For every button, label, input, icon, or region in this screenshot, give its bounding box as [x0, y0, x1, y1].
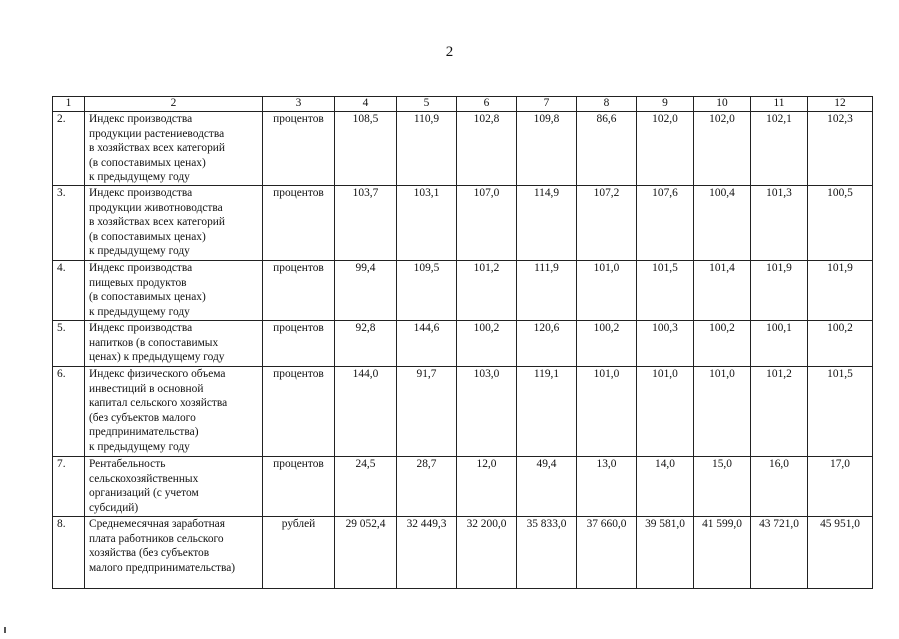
indicator-name-line: организаций (с учетом	[89, 487, 199, 500]
value-cell: 101,2	[751, 366, 808, 456]
value-cell: 43 721,0	[751, 516, 808, 588]
indicator-name-line: в хозяйствах всех категорий	[89, 142, 225, 155]
value-cell: 101,0	[637, 366, 694, 456]
value-cell: 103,7	[335, 185, 397, 260]
indicator-name	[85, 456, 263, 516]
column-number: 12	[808, 97, 873, 112]
indicator-name	[85, 185, 263, 260]
value-cell: 17,0	[808, 456, 873, 516]
indicator-name-line: Индекс физического объема	[89, 367, 226, 380]
row-index: 5.	[53, 320, 85, 366]
value-cell: 101,9	[808, 260, 873, 320]
column-number: 8	[577, 97, 637, 112]
indicator-name-line: Индекс производства	[89, 321, 193, 334]
indicator-name-line: пищевых продуктов	[89, 276, 187, 289]
column-number: 11	[751, 97, 808, 112]
table-header-row	[53, 97, 873, 112]
table-row	[53, 112, 873, 186]
value-cell: 32 200,0	[457, 516, 517, 588]
value-cell: 86,6	[577, 112, 637, 186]
value-cell: 103,1	[397, 185, 457, 260]
unit-of-measure: рублей	[263, 516, 335, 588]
value-cell: 35 833,0	[517, 516, 577, 588]
indicator-name-line: к предыдущему году	[89, 245, 190, 258]
value-cell: 100,2	[577, 320, 637, 366]
row-index: 8.	[53, 516, 85, 588]
unit-of-measure: процентов	[263, 260, 335, 320]
value-cell: 102,0	[694, 112, 751, 186]
value-cell: 100,5	[808, 185, 873, 260]
value-cell: 144,0	[335, 366, 397, 456]
indicator-name-line: предпринимательства)	[89, 426, 199, 439]
value-cell: 39 581,0	[637, 516, 694, 588]
page-number: 2	[445, 44, 454, 60]
indicator-name-line: продукции растениеводства	[89, 127, 225, 140]
column-number: 9	[637, 97, 694, 112]
value-cell: 12,0	[457, 456, 517, 516]
value-cell: 101,0	[577, 260, 637, 320]
indicator-name-line: к предыдущему году	[89, 171, 190, 184]
value-cell: 14,0	[637, 456, 694, 516]
indicator-name-line: (в сопоставимых ценах)	[89, 291, 206, 304]
value-cell: 100,4	[694, 185, 751, 260]
value-cell: 100,3	[637, 320, 694, 366]
value-cell: 100,2	[694, 320, 751, 366]
value-cell: 29 052,4	[335, 516, 397, 588]
indicator-name-line: Индекс производства	[89, 113, 193, 125]
indicator-name-line: Среднемесячная заработная	[89, 517, 225, 530]
unit-of-measure: процентов	[263, 456, 335, 516]
row-index: 6.	[53, 366, 85, 456]
value-cell: 41 599,0	[694, 516, 751, 588]
value-cell: 28,7	[397, 456, 457, 516]
indicator-name	[85, 516, 263, 588]
unit-of-measure: процентов	[263, 112, 335, 186]
value-cell: 101,2	[457, 260, 517, 320]
value-cell: 32 449,3	[397, 516, 457, 588]
value-cell: 16,0	[751, 456, 808, 516]
indicator-name-line: (в сопоставимых ценах)	[89, 156, 206, 169]
table-row	[53, 516, 873, 588]
indicator-name	[85, 320, 263, 366]
column-number: 3	[263, 97, 335, 112]
value-cell: 101,5	[637, 260, 694, 320]
table-row	[53, 320, 873, 366]
value-cell: 144,6	[397, 320, 457, 366]
indicator-name-line: к предыдущему году	[89, 305, 190, 318]
value-cell: 114,9	[517, 185, 577, 260]
indicator-name-line: Рентабельность	[89, 457, 166, 470]
row-index: 3.	[53, 185, 85, 260]
value-cell: 13,0	[577, 456, 637, 516]
unit-of-measure: процентов	[263, 185, 335, 260]
value-cell: 107,6	[637, 185, 694, 260]
value-cell: 102,1	[751, 112, 808, 186]
indicator-name-line: Индекс производства	[89, 186, 193, 199]
value-cell: 99,4	[335, 260, 397, 320]
indicator-name-line: ценах) к предыдущему году	[89, 351, 225, 364]
value-cell: 49,4	[517, 456, 577, 516]
indicator-name-line: хозяйства (без субъектов	[89, 547, 210, 560]
value-cell: 101,0	[577, 366, 637, 456]
value-cell: 107,2	[577, 185, 637, 260]
value-cell: 120,6	[517, 320, 577, 366]
value-cell: 45 951,0	[808, 516, 873, 588]
table-row	[53, 366, 873, 456]
value-cell: 15,0	[694, 456, 751, 516]
value-cell: 102,8	[457, 112, 517, 186]
value-cell: 108,5	[335, 112, 397, 186]
indicator-name-line: субсидий)	[89, 501, 139, 514]
row-index: 2.	[53, 112, 85, 186]
indicator-name-line: в хозяйствах всех категорий	[89, 216, 225, 229]
value-cell: 119,1	[517, 366, 577, 456]
indicator-name-line: малого предпринимательства)	[89, 561, 236, 574]
indicator-name-line: плата работников сельского	[89, 532, 224, 545]
indicator-name	[85, 260, 263, 320]
indicator-name-line: сельскохозяйственных	[89, 472, 199, 485]
indicator-name-line: (в сопоставимых ценах)	[89, 230, 206, 243]
value-cell: 100,2	[457, 320, 517, 366]
value-cell: 111,9	[517, 260, 577, 320]
row-index: 4.	[53, 260, 85, 320]
value-cell: 107,0	[457, 185, 517, 260]
indicator-name-line: продукции животноводства	[89, 201, 223, 214]
value-cell: 100,2	[808, 320, 873, 366]
indicator-name-line: напитков (в сопоставимых	[89, 336, 219, 349]
column-number: 2	[85, 97, 263, 112]
indicator-name	[85, 112, 263, 186]
column-number: 6	[457, 97, 517, 112]
indicator-name-line: (без субъектов малого	[89, 411, 196, 424]
unit-of-measure: процентов	[263, 366, 335, 456]
value-cell: 101,5	[808, 366, 873, 456]
column-number: 7	[517, 97, 577, 112]
value-cell: 109,5	[397, 260, 457, 320]
value-cell: 102,3	[808, 112, 873, 186]
unit-of-measure: процентов	[263, 320, 335, 366]
scan-artifact-mark	[4, 627, 6, 633]
indicator-name-line: Индекс производства	[89, 261, 193, 274]
table-row	[53, 260, 873, 320]
value-cell: 101,4	[694, 260, 751, 320]
indicator-name-line: капитал сельского хозяйства	[89, 397, 228, 410]
table-row	[53, 185, 873, 260]
value-cell: 92,8	[335, 320, 397, 366]
value-cell: 100,1	[751, 320, 808, 366]
column-number: 10	[694, 97, 751, 112]
row-index: 7.	[53, 456, 85, 516]
value-cell: 102,0	[637, 112, 694, 186]
value-cell: 37 660,0	[577, 516, 637, 588]
indicator-name	[85, 366, 263, 456]
value-cell: 103,0	[457, 366, 517, 456]
value-cell: 101,0	[694, 366, 751, 456]
indicator-name-line: инвестиций в основной	[89, 382, 204, 395]
value-cell: 110,9	[397, 112, 457, 186]
table-row	[53, 456, 873, 516]
value-cell: 91,7	[397, 366, 457, 456]
value-cell: 109,8	[517, 112, 577, 186]
indicators-table	[52, 96, 873, 589]
indicator-name-line: к предыдущему году	[89, 440, 190, 453]
column-number: 4	[335, 97, 397, 112]
value-cell: 101,3	[751, 185, 808, 260]
value-cell: 24,5	[335, 456, 397, 516]
column-number: 1	[53, 97, 85, 112]
column-number: 5	[397, 97, 457, 112]
value-cell: 101,9	[751, 260, 808, 320]
